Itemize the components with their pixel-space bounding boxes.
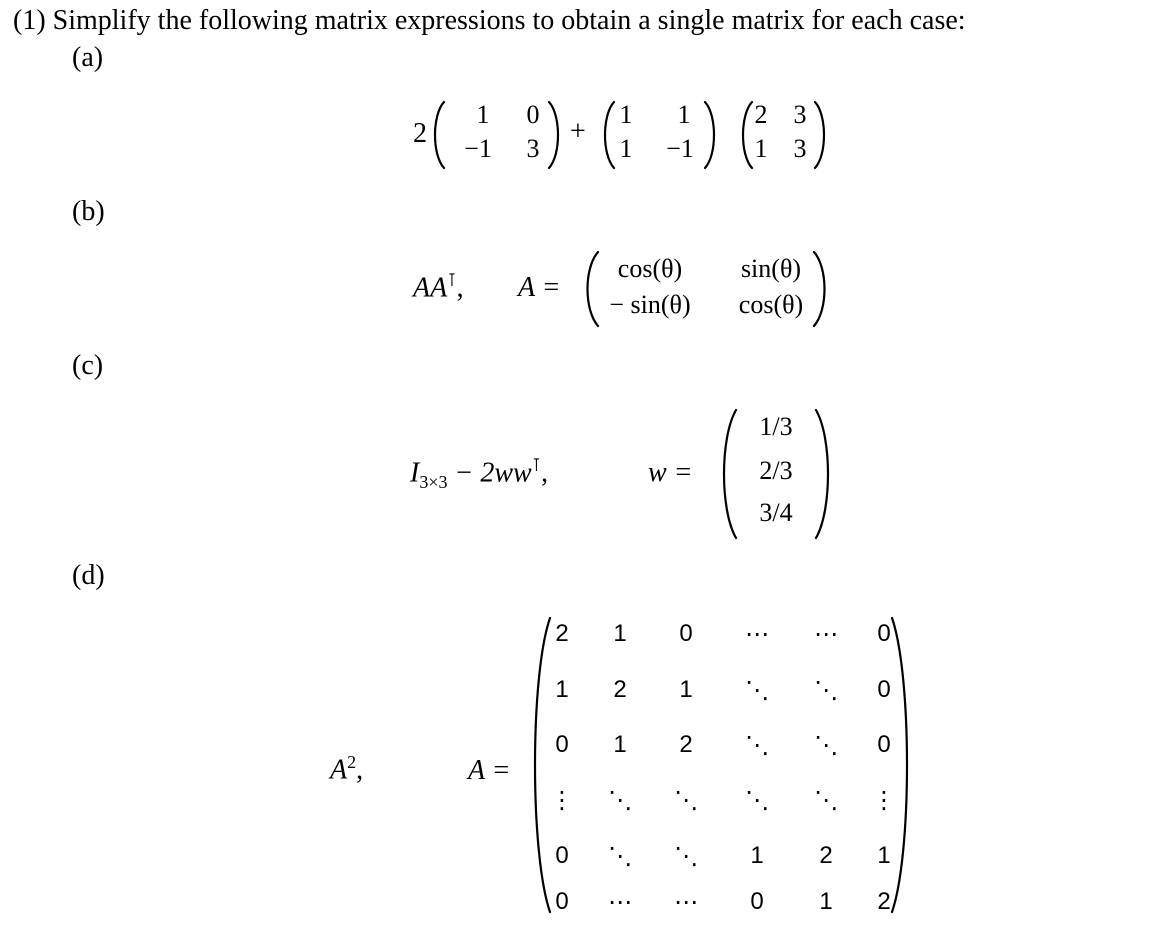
tridiagonal-matrix-cell: 0 [877,676,891,703]
tridiagonal-matrix-cell: ⋮ [872,787,896,814]
tridiagonal-matrix-cell: ⋱ [814,677,838,704]
vector-w-entry: 2/3 [759,456,793,485]
tridiagonal-matrix-cell: ⋯ [814,621,838,648]
tridiagonal-matrix-cell: 1 [750,842,764,869]
tridiagonal-matrix-cell: 0 [877,731,891,758]
matrix-1-right-paren [545,100,565,170]
matrix-1-cell: 1 [476,100,490,129]
matrix-1-left-paren [430,100,450,170]
exponent: 2 [347,752,357,772]
rotation-matrix-cell: cos(θ) [738,290,804,319]
tridiagonal-matrix-cell: ⋱ [674,843,698,870]
expression-aat [413,270,464,304]
matrix-3-right-paren [811,100,831,170]
expression-text: AA [413,272,448,304]
tridiagonal-matrix-cell: 0 [750,888,764,915]
matrix-3-cell: 3 [793,134,807,163]
tridiagonal-matrix-cell: 2 [613,676,627,703]
matrix-2-right-paren [701,100,721,170]
tridiagonal-matrix-cell: 1 [613,620,627,647]
expression-text: A [330,754,348,786]
transpose-symbol: ⊺ [531,455,542,475]
comma: , [356,754,364,786]
tridiagonal-matrix-cell: 1 [877,842,891,869]
vector-w-right-paren [810,408,834,540]
matrix-1-cell: −1 [464,134,492,163]
tridiagonal-matrix-cell: 0 [555,731,569,758]
vector-w-entry: 3/4 [759,498,793,527]
comma: , [456,272,464,304]
identity-symbol: I [410,457,420,489]
matrix-3-cell: 3 [793,100,807,129]
tridiagonal-matrix-cell: 0 [877,620,891,647]
matrix-2-cell: 1 [619,134,633,163]
scalar-two: 2 [413,118,427,149]
matrix-3-cell: 2 [754,100,768,129]
identity-subscript: 3×3 [419,471,448,492]
tridiagonal-matrix-cell: 2 [555,620,569,647]
plus-sign: + [570,116,586,147]
part-b-label: (b) [72,196,105,227]
tridiagonal-matrix-cell: 0 [555,888,569,915]
tridiagonal-matrix-cell: 0 [555,842,569,869]
tridiagonal-matrix-cell: ⋱ [674,787,698,814]
matrix-2-cell: −1 [666,134,694,163]
part-c-label: (c) [72,350,104,381]
rotation-matrix-cell: sin(θ) [740,254,802,283]
comma: , [541,457,549,489]
part-a-label: (a) [72,42,104,73]
tridiagonal-matrix-cell: ⋱ [814,732,838,759]
a-equals: A = [468,755,511,786]
tridiagonal-matrix-cell: 2 [819,842,833,869]
matrix-1-cell: 3 [526,134,540,163]
rotation-matrix-cell: − sin(θ) [609,290,691,319]
part-d-label: (d) [72,560,105,591]
matrix-2-cell: 1 [677,100,691,129]
tridiagonal-matrix-cell: 1 [613,731,627,758]
vector-w-left-paren [718,408,742,540]
matrix-3-cell: 1 [754,134,768,163]
tridiagonal-matrix-cell: ⋮ [550,787,574,814]
expression-a-squared [330,752,363,786]
tridiagonal-matrix-right-paren [886,616,914,914]
tridiagonal-matrix-cell: 2 [679,731,693,758]
identity-minus-expression [410,455,548,493]
tridiagonal-matrix-cell: 2 [877,888,891,915]
a-equals: A = [518,272,561,303]
rotation-matrix-right-paren [808,250,830,328]
matrix-2-cell: 1 [619,100,633,129]
w-equals: w = [648,457,693,488]
problem-heading: (1) Simplify the following matrix expressions to obtain a single matrix for each case: [13,5,966,36]
tridiagonal-matrix-cell: ⋱ [745,677,769,704]
tridiagonal-matrix-cell: 1 [679,676,693,703]
tridiagonal-matrix-cell: ⋯ [608,889,632,916]
vector-w-entry: 1/3 [759,412,793,441]
tridiagonal-matrix-cell: 0 [679,620,693,647]
tridiagonal-matrix-cell: ⋱ [745,732,769,759]
tridiagonal-matrix-cell: ⋯ [745,621,769,648]
tridiagonal-matrix-cell: 1 [819,888,833,915]
matrix-1-cell: 0 [526,100,540,129]
tridiagonal-matrix-cell: ⋯ [674,889,698,916]
tridiagonal-matrix-cell: ⋱ [814,787,838,814]
tridiagonal-matrix-cell: 1 [555,676,569,703]
transpose-symbol: ⊺ [447,270,457,290]
tridiagonal-matrix-cell: ⋱ [608,787,632,814]
expression-text: − 2ww [447,457,532,489]
tridiagonal-matrix-cell: ⋱ [608,843,632,870]
rotation-matrix-cell: cos(θ) [617,254,683,283]
tridiagonal-matrix-cell: ⋱ [745,787,769,814]
